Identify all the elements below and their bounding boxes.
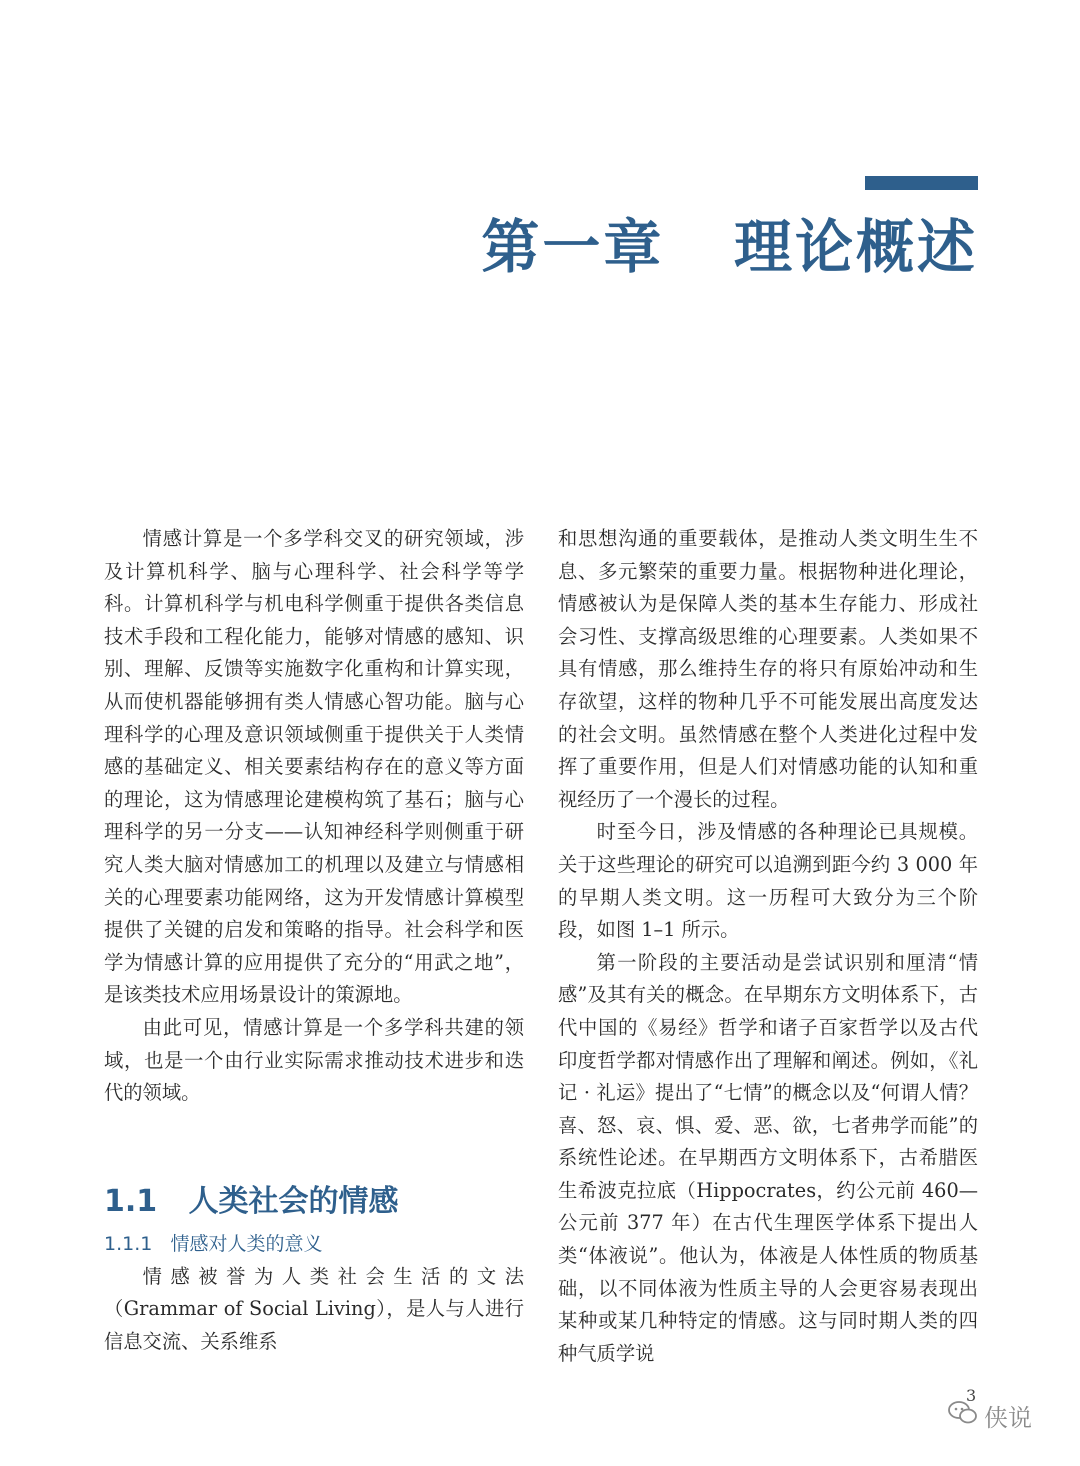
watermark	[948, 1398, 1032, 1433]
chapter-title: 第一章 理论概述	[481, 213, 978, 281]
left-paragraph-2: 由此可见，情感计算是一个多学科共建的领域，也是一个由行业实际需求推动技术进步和迭代的领域。	[104, 1015, 524, 1105]
section-title: 1.1 人类社会的情感	[104, 1183, 399, 1219]
watermark-text: 侠说	[984, 1404, 1032, 1432]
right-column	[558, 523, 978, 1370]
left-paragraph-1: 情感计算是一个多学科交叉的研究领域，涉及计算机科学、脑与心理科学、社会科学等学科。计算机科学与机电科学侧重于提供各类信息技术手段和工程化能力，能够对情感的感知、识别、理解、反馈等实施数字化重构和计算实现，从而使机器能够拥有类人情感心智功能。脑与心理科学的心理及意识领域侧重于提供关于人类情感的基础定义、相关要素结构存在的意义等方面的理论，这为情感理论建模构筑了基石；脑与心理科学的另一分支——认知神经科学则侧重于研究人类大脑对情感加工的机理以及建立与情感相关的心理要素功能网络，这为开发情感计算模型提供了关键的启发和策略的指导。社会科学和医学为情感计算的应用提供了充分的“用武之地”，是该类技术应用场景设计的策源地。	[104, 527, 524, 1007]
right-paragraph-2: 时至今日，涉及情感的各种理论已具规模。关于这些理论的研究可以追溯到距今约 3 000 年的早期人类文明。这一历程可大致分为三个阶段，如图 1–1 所示。	[558, 820, 978, 942]
left-column	[104, 523, 524, 1359]
right-paragraph-3: 第一阶段的主要活动是尝试识别和厘清“情感”及其有关的概念。在早期东方文明体系下，古代中国的《易经》哲学和诸子百家哲学以及古代印度哲学都对情感作出了理解和阐述。例如，《礼记 · 礼运》提出了“七情”的概念以及“何谓人情？喜、怒、哀、惧、爱、恶、欲，七者弗学而能”的系统性论述。在早期西方文明体系下，古希腊医生希波克拉底（Hippocrates，约公元前 460—公元前 377 年）在古代生理医学体系下提出人类“体液说”。他认为，体液是人体性质的物质基础，以不同体液为性质主导的人会更容易表现出某种或某几种特定的情感。这与同时期人类的四种气质学说	[558, 950, 978, 1365]
subsection-title: 1.1.1 情感对人类的意义	[104, 1233, 323, 1256]
page-number: 3	[966, 1386, 977, 1405]
left-paragraph-3: 情感被誉为人类社会生活的文法（Grammar of Social Living），是人与人进行信息交流、关系维系	[104, 1264, 524, 1354]
wechat-icon	[948, 1400, 978, 1432]
right-paragraph-1: 和思想沟通的重要载体，是推动人类文明生生不息、多元繁荣的重要力量。根据物种进化理论，情感被认为是保障人类的基本生存能力、形成社会习性、支撑高级思维的心理要素。人类如果不具有情感，那么维持生存的将只有原始冲动和生存欲望，这样的物种几乎不可能发展出高度发达的社会文明。虽然情感在整个人类进化过程中发挥了重要作用，但是人们对情感功能的认知和重视经历了一个漫长的过程。	[558, 527, 978, 811]
chapter-accent-bar	[865, 176, 978, 190]
